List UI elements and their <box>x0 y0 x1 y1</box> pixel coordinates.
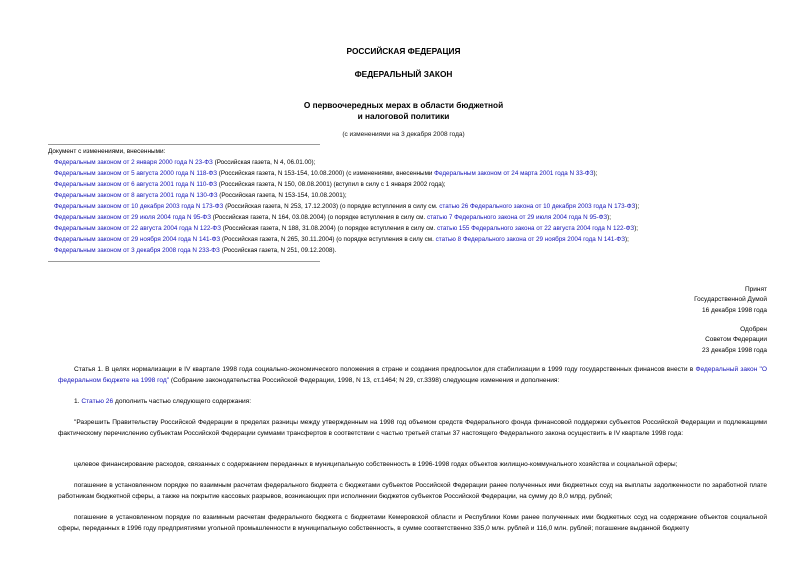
accepted-label: Принят <box>744 286 767 293</box>
adoption-duma <box>694 285 767 316</box>
amendment-link[interactable]: Федеральным законом от 8 августа 2001 года N 130-ФЗ <box>54 192 218 199</box>
budget-law-link[interactable]: Федеральный закон "О федеральном бюджете на 1998 год" <box>58 366 767 384</box>
council-date: 23 декабря 1998 года <box>701 346 767 354</box>
country-heading: РОССИЙСКАЯ ФЕДЕРАЦИЯ <box>346 46 461 56</box>
amendment-link[interactable]: Федеральным законом от 22 августа 2004 года N 122-ФЗ <box>54 225 222 232</box>
amendments-intro: Документ с изменениями, внесенными: <box>48 148 166 155</box>
revision-note: (с изменениями на 3 декабря 2008 года) <box>342 131 465 138</box>
amendment-item: Федеральным законом от 22 августа 2004 года N 122-ФЗ (Российская газета, N 188, 31.08.2004) (о порядке вступления в силу см. статью 155 Федерального закона от 22 августа 2004 года N 122-ФЗ); <box>54 225 639 232</box>
amendment-item: Федеральным законом от 29 ноября 2004 года N 141-ФЗ (Российская газета, N 265, 30.11.2004) (о порядке вступления в силу см. статью 8 Федерального закона от 29 ноября 2004 года N 141-ФЗ); <box>54 236 629 243</box>
repayment-paragraph: погашение в установленном порядке по взаимным расчетам федерального бюджета с бюджетами субъектов Российской Федерации ранее полученных ими бюджетных ссуд на выплаты задолженности по заработной плате работникам бюджетной сферы, а также на покрытие кассовых разрывов, возникающих при исполнении бюджетов субъектов Российской Федерации, на сумму до 8,0 млрд. рублей; <box>58 482 767 500</box>
amendment-link[interactable]: Федеральным законом от 5 августа 2000 года N 118-ФЗ <box>54 170 218 177</box>
amendment-item: Федеральным законом от 6 августа 2001 года N 110-ФЗ (Российская газета, N 150, 08.08.2001) (вступил в силу с 1 января 2002 года); <box>54 181 446 188</box>
article-1-paragraph: Статья 1. В целях нормализации в IV квартале 1998 года социально-экономического положения в стране и создания предпосылок для стабилизации в 1999 году государственных финансов внести в Федеральный закон "О федеральном бюджете на 1998 год" (Собрание законодательства Российской Федерации, 1998, N 13, ст.1464; N 29, ст.3398) следующие изменения и дополнения: <box>58 366 767 384</box>
law-title-line1: О первоочередных мерах в области бюджетной <box>303 100 504 110</box>
amendment-link[interactable]: Федеральным законом от 29 июля 2004 года N 95-ФЗ <box>54 214 212 221</box>
amendment-item: Федеральным законом от 29 июля 2004 года N 95-ФЗ (Российская газета, N 164, 03.08.2004) (о порядке вступления в силу см. статью 7 Федерального закона от 29 июля 2004 года N 95-ФЗ); <box>54 214 612 221</box>
kemerovo-komi-paragraph: погашение в установленном порядке по взаимным расчетам федерального бюджета с бюджетами Кемеровской области и Республики Коми ранее полученных ими бюджетных ссуд на содержание объектов социальной сферы, переданных в 1996 году предприятиями угольной промышленности в муниципальную собственность, в сумме соответственно 335,0 млн. рублей и 116,0 млн. рублей; погашение выданной бюджету <box>58 514 767 532</box>
amendment-link[interactable]: Федеральным законом от 29 ноября 2004 года N 141-ФЗ <box>54 236 221 243</box>
amendment-link[interactable]: Федеральным законом от 6 августа 2001 года N 110-ФЗ <box>54 181 218 188</box>
adoption-council <box>702 325 767 356</box>
amendment-item: Федеральным законом от 10 декабря 2003 года N 173-ФЗ (Российская газета, N 253, 17.12.2003) (о порядке вступления в силу см. статью 26 Федерального закона от 10 декабря 2003 года N 173-ФЗ); <box>54 203 640 210</box>
amendment-related-link[interactable]: Федеральным законом от 24 марта 2001 года N 33-ФЗ <box>434 170 594 177</box>
amendment-link[interactable]: Федеральным законом от 10 декабря 2003 года N 173-ФЗ <box>54 203 224 210</box>
amendment-item: Федеральным законом от 5 августа 2000 года N 118-ФЗ (Российская газета, N 153-154, 10.08.2000) (с изменениями, внесенными Федеральным законом от 24 марта 2001 года N 33-ФЗ); <box>54 170 598 177</box>
duma-name: Государственной Думой <box>694 296 767 304</box>
amendment-link[interactable]: Федеральным законом от 3 декабря 2008 года N 233-ФЗ <box>54 247 220 254</box>
duma-date: 16 декабря 1998 года <box>701 306 767 314</box>
council-name: Советом Федерации <box>705 336 767 344</box>
amendment-related-link[interactable]: статью 8 Федерального закона от 29 ноября 2004 года N 141-ФЗ <box>435 236 626 243</box>
amendment-item: Федеральным законом от 8 августа 2001 года N 130-ФЗ (Российская газета, N 153-154, 10.08.2001); <box>54 192 347 199</box>
amendment-item: Федеральным законом от 3 декабря 2008 года N 233-ФЗ (Российская газета, N 251, 09.12.2008). <box>54 247 337 254</box>
amendment-link[interactable]: Федеральным законом от 2 января 2000 года N 23-ФЗ <box>54 159 213 166</box>
amendment-related-link[interactable]: статью 7 Федерального закона от 29 июля 2004 года N 95-ФЗ <box>426 214 608 221</box>
quote-paragraph: "Разрешить Правительству Российской Федерации в пределах разницы между утвержденным на 1998 год объемом средств Федерального фонда финансовой поддержки субъектов Российской Федерации и подлежащими фактическому перечислению субъектам Российской Федерации суммами трансфертов в соответствии с частью третьей статьи 37 настоящего Федерального закона осуществить в IV квартале 1998 года: <box>58 419 767 437</box>
article-26-link[interactable]: Статью 26 <box>81 398 114 405</box>
amendment-item: Федеральным законом от 2 января 2000 года N 23-ФЗ (Российская газета, N 4, 06.01.00); <box>54 159 316 166</box>
amendment-related-link[interactable]: статью 155 Федерального закона от 22 августа 2004 года N 122-ФЗ <box>436 225 635 232</box>
bottom-divider <box>48 261 320 262</box>
top-divider <box>48 144 320 145</box>
amendment-related-link[interactable]: статью 26 Федерального закона от 10 декабря 2003 года N 173-ФЗ <box>439 203 636 210</box>
approved-label: Одобрен <box>740 326 767 333</box>
law-type-heading: ФЕДЕРАЛЬНЫЙ ЗАКОН <box>354 69 453 79</box>
item-1-paragraph: 1. Статью 26 дополнить частью следующего содержания: <box>74 398 252 405</box>
law-title-line2: и налоговой политики <box>357 111 450 121</box>
targeted-financing-paragraph: целевое финансирование расходов, связанных с содержанием переданных в муниципальную собственность в 1996-1998 годах объектов жилищно-коммунального хозяйства и социальной сферы; <box>74 461 678 468</box>
